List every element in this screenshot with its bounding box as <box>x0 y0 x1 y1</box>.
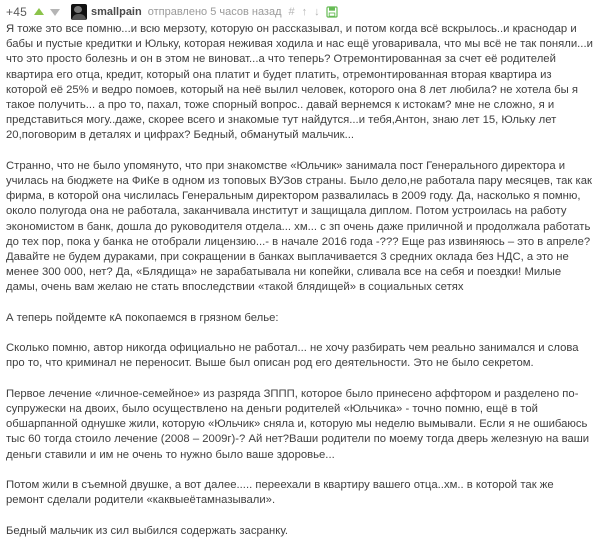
permalink-link[interactable]: # <box>288 6 295 18</box>
comment-header <box>6 2 594 22</box>
comment-paragraph: Потом жили в съемной двушке, а вот далее..... переехали в квартиру вашего отца..хм.. в которой так же ремонт сделали родители «каквыеётамназывали». <box>6 479 554 507</box>
comment-paragraph: Странно, что не было упомянуто, что при знакомстве «Юльчик» занимала пост Генерального директора и училась на бюджете на ФиКе в одном из топовых ВУЗов страны. Было дело,не работала пару месяцев, так как фирма, в которой она числилась Генеральным директором развалилась в 2009 году. Да, насколько я помню, около полугода она не работала, заканчивала институт и защищала диплом. Потом устроилась на работу экономистом в банк, дошла до руководителя отдела... хм... с зп очень даже приличной и продолжала работать до тех пор, пока у банка не отобрали лицензию...- в начале 2016 года -??? Еще раз извиняюсь – это в апреле? Давайте не будем дураками, при сокращении в банках выплачивается 3 средних оклада без НДС, а это не менее 300 000, нет? Да, «Блядища» не зарабатывала ни копейки, сливала все на себя и поездки! Милые дамы, очень вам желаю не стать впоследствии «такой блядищей» в социальных сетях <box>6 159 592 294</box>
comment-paragraph: Сколько помню, автор никогда официально не работал... не хочу разбирать чем реально занимался и слова про то, что криминал не переносит. Выше был описан род его деятельности. Это не было секретом. <box>6 342 579 370</box>
avatar[interactable] <box>71 4 87 20</box>
comment-paragraph: Бедный мальчик из сил выбился содержать засранку. <box>6 524 289 537</box>
comment-paragraph: А теперь пойдемте кА покопаемся в грязном белье: <box>6 311 279 324</box>
parent-link[interactable]: ↑ <box>301 6 308 18</box>
comment-time[interactable]: отправлено 5 часов назад <box>147 6 282 18</box>
save-icon[interactable] <box>326 6 338 18</box>
comment-paragraph: Первое лечение «личное-семейное» из разряда ЗППП, которое было принесено аффтором и разделено по-супружески на двоих, было осуществлено на деньги родителей «Юльчика» - точно помню, ещё в той обшарпанной однушке жили, которую «Юльчик» сняла и, которую мы неделю вымывали. Если я не ошибаюсь тыс 60 тогда стоило лечение (2008 – 2009г)-? Ай нет?Ваши родители по моему тогда дверь железную на ваши деньги ставили и им не очень то нужно было ваше здоровье... <box>6 387 590 461</box>
comment-rating: +45 <box>6 5 27 19</box>
comment-body <box>6 22 594 539</box>
author-link[interactable]: smallpain <box>90 6 142 18</box>
arrow-down-icon[interactable] <box>49 6 61 18</box>
child-link[interactable]: ↓ <box>314 6 320 18</box>
arrow-up-icon[interactable] <box>33 6 45 18</box>
comment-paragraph: Я тоже это все помню...и всю мерзоту, которую он рассказывал, и потом когда всё вскрылось..и краснодар и бабы и пустые кредитки и Юльку, которая неживая ходила и нас ещё уговаривала, что мы всё не так поняли...и что это просто болезнь и он в этом не виноват...а что теперь? Отремонтированная за счет её родителей квартира его отца, кредит, который она платит и будет платить, отремонтированная вторая квартира из которой её 25% и ведро помоев, который на неё вылил человек, которого она 8 лет любила? не хотела бы я такое получить... а про то, пахал, тоже спорный вопрос.. давай вернемся к истокам? мне не сложно, я и представиться могу..даже, скорее всего и знакомые тут найдутся...и тебя,Антон, знаю лет 15, Юльку лет 20,поговорим в деталях и цифрах? Бедный, обманутый мальчик... <box>6 23 593 142</box>
